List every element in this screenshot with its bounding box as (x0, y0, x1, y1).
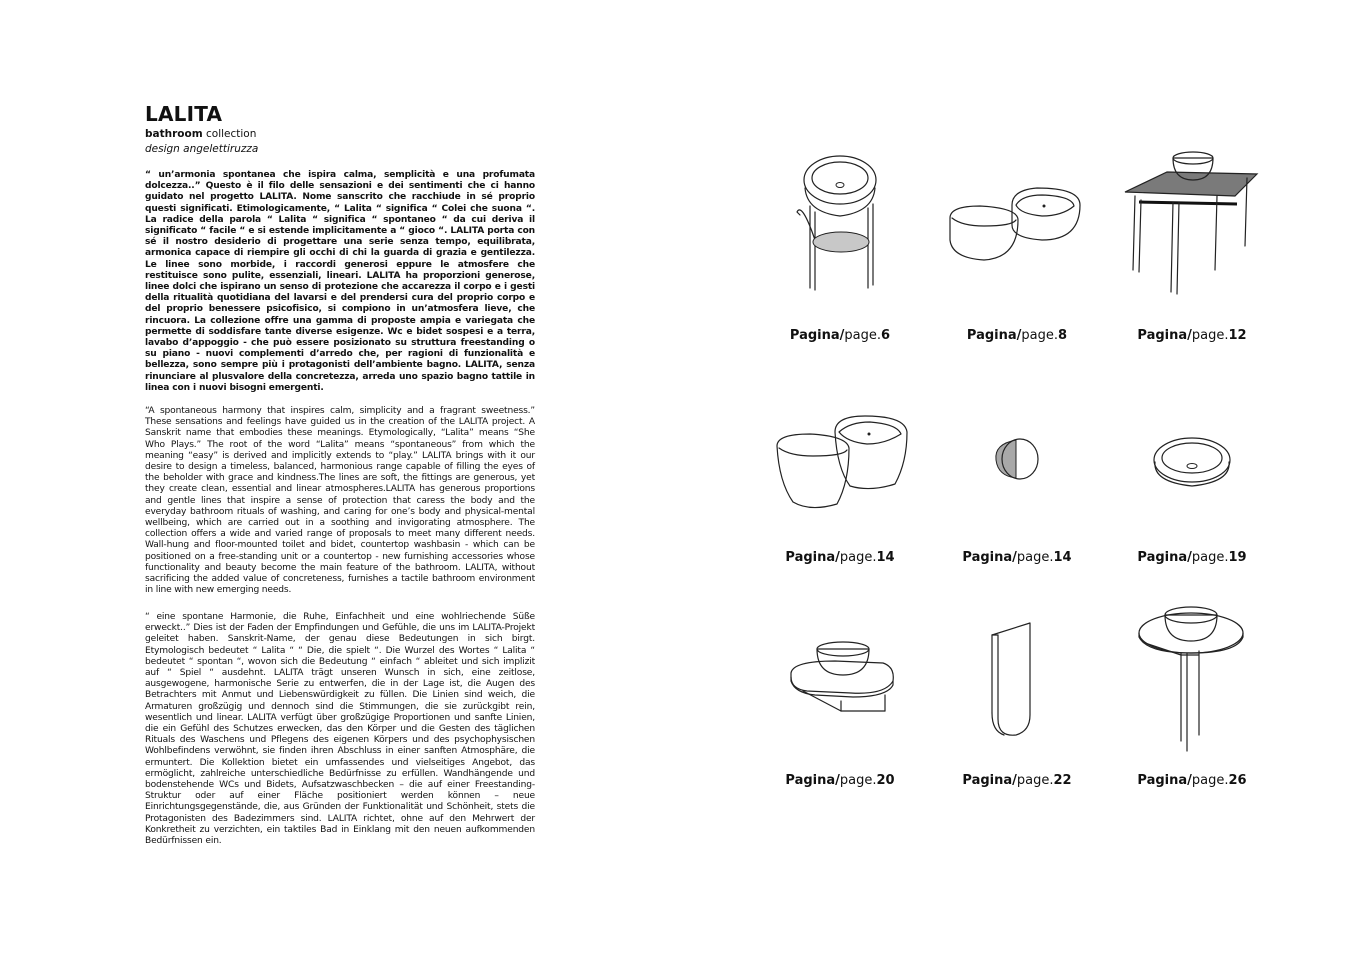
label-page: page. (1021, 328, 1059, 343)
label-page: page. (844, 328, 882, 343)
designer-credit: design angelettiruzza (145, 143, 259, 155)
label-number: 8 (1058, 328, 1068, 343)
label-page: page. (1191, 550, 1229, 565)
label-number: 19 (1228, 550, 1247, 565)
label-bold: Pagina/ (789, 328, 845, 343)
oval-washbasin-icon (1107, 372, 1277, 532)
floor-wc-bidet-icon (755, 372, 925, 532)
page-title: LALITA (145, 102, 223, 126)
product-page-label[interactable] (1107, 773, 1277, 788)
product-page-label[interactable] (932, 773, 1102, 788)
label-page: page. (1191, 328, 1229, 343)
product-page-label[interactable] (755, 550, 925, 565)
product-washbasin-on-stand[interactable] (755, 150, 925, 350)
product-floor-wc-bidet[interactable] (755, 372, 925, 572)
german-description: “ eine spontane Harmonie, die Ruhe, Einfachheit und eine wohlriechende Süße erweckt..” Dies ist der Faden der Empfindungen und Gefühle, die uns im LALITA-Projekt geleitet haben. Sanskrit-Name, der genau diese Bedeutungen in sich birgt. Etymologisch bedeutet “ Lalita “ “ Die, die spielt “. Die Wurzel des Wortes “ Lalita “ bedeutet “ spontan “, wovon sich die Bedeutung “ einfach “ ableitet und sich implizit auf “ Spiel “ ausdehnt. LALITA trägt unseren Wunsch in sich, eine zeitlose, ausgewogene, harmonische Serie zu entwerfen, die in der Lage ist, die Augen des Betrachters mit Anmut und Liebenswürdigkeit zu füllen. Die Linien sind weich, die Armaturen großzügig und dennoch sind die Stimmungen, die sie zurückgibt rein, wesentlich und linear. LALITA verfügt über großzügige Proportionen und sanfte Linien, die ein Gefühl des Schutzes erwecken, das den Körper und die Gesten des täglichen Rituals des Waschens und Pflegens des eigenen Körpers und des psychophysischen Wohlbefindens verwöhnt, sie finden ihren Abschluss in einer sanften Atmosphäre, die ermuntert. Die Kollektion bietet ein umfassendes und vielseitiges Angebot, das ermöglicht, zahlreiche unterschiedliche Bedürfnisse zu erfüllen. Wandhängende und bodenstehende WCs und Bidets, Aufsatzwaschbecken – die auf einer Freestanding-Struktur oder auf einer Fläche positioniert werden können – neue Einrichtungsgegenstände, die, aus Gründen der Funktionalität und Schönheit, stets die Protagonisten des Badezimmers sind. LALITA richtet, ohne auf den Mehrwert der Konkretheit zu verzichten, ein taktiles Bad in Einklang mit den neuen aufkommenden Bedürfnissen ein. (145, 612, 535, 847)
italian-description: “ un’armonia spontanea che ispira calma, semplicità e una profumata dolcezza..” Questo è il filo delle sensazioni e dei sentimenti che ci hanno guidato nel progetto LALITA. Nome sanscrito che racchiude in sé proprio questi significati. Etimologicamente, “ Lalita “ significa “ Colei che suona “. La radice della parola “ Lalita “ significa “ spontaneo “ da cui deriva il significato “ facile “ e si estende implicitamente a “ gioco “. LALITA porta con sé il nostro desiderio di progettare una serie senza tempo, equilibrata, armonica capace di riempire gli occhi di chi la guarda di grazia e gentilezza. Le linee sono morbide, i raccordi generosi eppure le atmosfere che restituisce sono pulite, essenziali, lineari. LALITA ha proporzioni generose, linee dolci che ispirano un senso di protezione che accarezza il corpo e i gesti della ritualità quotidiana del lavarsi e del prendersi cura del proprio corpo e del proprio benessere psicofisico, si compiono in un’atmosfera lieve, che rincuora. La collezione offre una gamma di proposte ampia e variegata che permette di soddisfare tante diverse esigenze. Wc e bidet sospesi e a terra, lavabo d’appoggio - che può essere posizionato su struttura freestanding o su piano - nuovi complementi d’arredo che, per ragioni di funzionalità e bellezza, sono sempre più i protagonisti dell’ambiente bagno. LALITA, senza rinunciare al plusvalore della concretezza, arreda uno spazio bagno tattile in linea con i nuovi bisogni emergenti. (145, 170, 535, 393)
subtitle-rest: collection (202, 128, 257, 140)
subtitle-bold: bathroom (145, 128, 203, 140)
product-page-label[interactable] (1107, 550, 1277, 565)
label-bold: Pagina/ (785, 550, 840, 565)
label-bold: Pagina/ (1137, 550, 1192, 565)
product-page-label[interactable] (1107, 328, 1277, 343)
product-page-label[interactable] (755, 773, 925, 788)
product-mirror-panel[interactable] (932, 595, 1102, 795)
round-element-icon (932, 372, 1102, 532)
label-number: 26 (1228, 773, 1247, 788)
product-page-label[interactable] (755, 328, 925, 343)
label-bold: Pagina/ (966, 328, 1022, 343)
label-number: 20 (876, 773, 895, 788)
wall-hung-wc-bidet-icon (932, 150, 1102, 310)
product-round-element[interactable] (932, 372, 1102, 572)
label-bold: Pagina/ (962, 773, 1017, 788)
product-console-with-bowl[interactable] (1107, 150, 1277, 350)
label-number: 14 (876, 550, 895, 565)
label-number: 6 (881, 328, 891, 343)
product-wall-hung-wc-bidet[interactable] (932, 150, 1102, 350)
product-round-console-with-bowl[interactable] (1107, 595, 1277, 795)
product-oval-washbasin[interactable] (1107, 372, 1277, 572)
label-number: 22 (1053, 773, 1072, 788)
label-page: page. (1016, 773, 1054, 788)
label-bold: Pagina/ (1137, 328, 1192, 343)
label-number: 14 (1053, 550, 1072, 565)
label-bold: Pagina/ (1137, 773, 1192, 788)
label-page: page. (1016, 550, 1054, 565)
label-page: page. (839, 773, 877, 788)
label-bold: Pagina/ (962, 550, 1017, 565)
round-console-with-bowl-icon (1107, 595, 1277, 755)
wall-shelf-with-bowl-icon (755, 595, 925, 755)
product-page-label[interactable] (932, 550, 1102, 565)
product-wall-shelf-with-bowl[interactable] (755, 595, 925, 795)
label-page: page. (1191, 773, 1229, 788)
label-page: page. (839, 550, 877, 565)
washbasin-on-stand-icon (755, 150, 925, 310)
english-description: “A spontaneous harmony that inspires calm, simplicity and a fragrant sweetness.” These sensations and feelings have guided us in the creation of the LALITA project. A Sanskrit name that embodies these meanings. Etymologically, “Lalita” means “She Who Plays.” The root of the word “Lalita” means “spontaneous” from which the meaning “easy” is derived and implicitly extends to “play.” LALITA brings with it our desire to design a timeless, balanced, harmonious range capable of filling the eyes of the beholder with grace and kindness.The lines are soft, the fittings are generous, yet they create clean, essential and linear atmospheres.LALITA has generous proportions and gentle lines that inspire a sense of protection that caress the body and the everyday bathroom rituals of washing, and caring for one’s body and physical-mental wellbeing, which are carried out in a soothing and invigorating atmosphere. The collection offers a wide and varied range of proposals to meet many different needs. Wall-hung and floor-mounted toilet and bidet, countertop washbasin - which can be positioned on a free-standing unit or a countertop - new furnishing accessories whose functionality and beauty become the main feature of the bathroom. LALITA, without sacrificing the added value of concreteness, furnishes a tactile bathroom environment in line with new emerging needs. (145, 406, 535, 596)
console-with-bowl-icon (1107, 150, 1277, 310)
label-number: 12 (1228, 328, 1247, 343)
mirror-panel-icon (932, 595, 1102, 755)
label-bold: Pagina/ (785, 773, 840, 788)
product-page-label[interactable] (932, 328, 1102, 343)
collection-subtitle (145, 128, 256, 140)
